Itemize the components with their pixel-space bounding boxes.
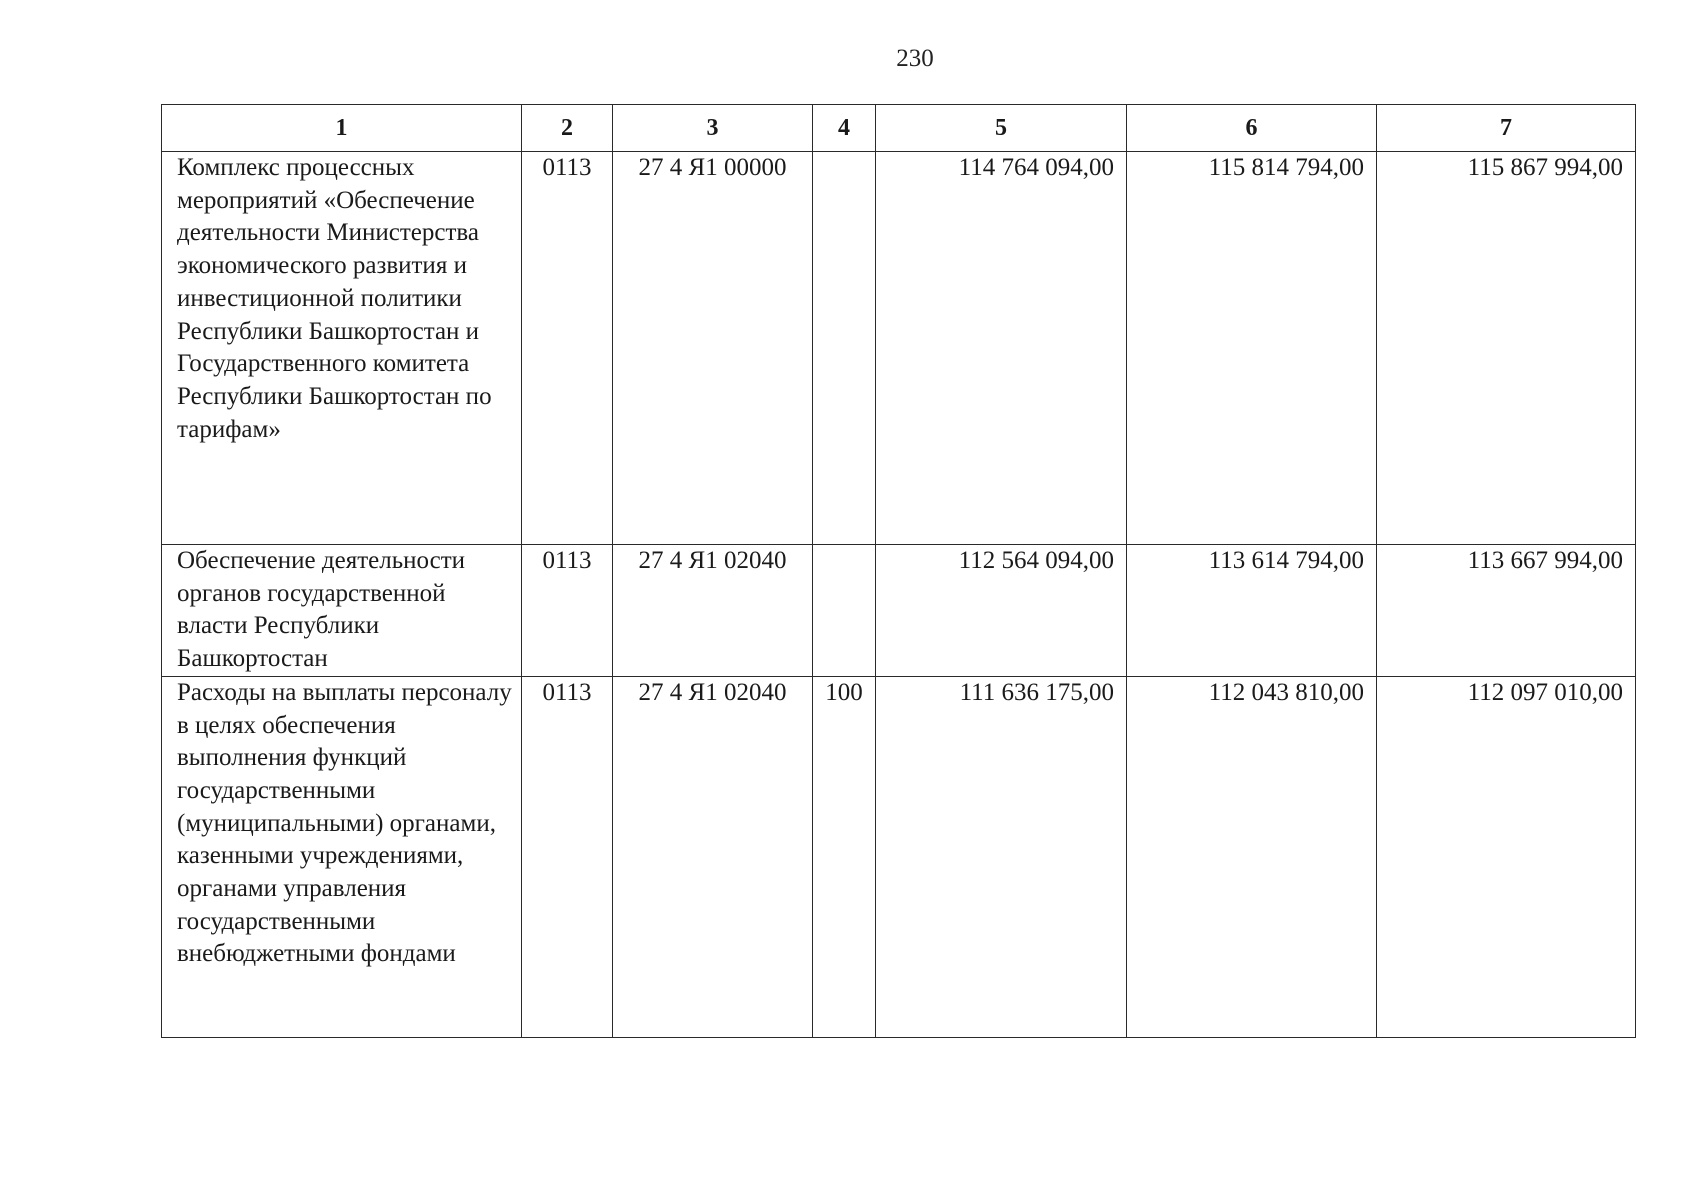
table-row [162, 676, 1636, 1037]
target-item-cell: 27 4 Я1 02040 [613, 676, 813, 1037]
amount-col7-cell: 113 667 994,00 [1377, 545, 1636, 677]
row-name-cell: Комплекс процессных мероприятий «Обеспечение деятельности Министерства экономического развития и инвестиционной политики Республики Башкортостан и Государственного комитета Республики Башкортостан по тарифам» [162, 152, 522, 545]
target-item-cell: 27 4 Я1 00000 [613, 152, 813, 545]
page-number: 230 [896, 45, 934, 72]
table-row [162, 545, 1636, 677]
table-row [162, 152, 1636, 545]
section-code-cell: 0113 [522, 676, 613, 1037]
column-header-7: 7 [1377, 105, 1636, 152]
amount-col7-cell: 115 867 994,00 [1377, 152, 1636, 545]
column-header-2: 2 [522, 105, 613, 152]
expense-type-cell [813, 545, 876, 677]
row-name-cell: Обеспечение деятельности органов государственной власти Республики Башкортостан [162, 545, 522, 677]
expense-type-cell [813, 152, 876, 545]
expense-type-cell: 100 [813, 676, 876, 1037]
amount-col5-cell: 112 564 094,00 [876, 545, 1127, 677]
column-header-4: 4 [813, 105, 876, 152]
column-header-6: 6 [1127, 105, 1377, 152]
budget-table [161, 104, 1636, 1038]
amount-col6-cell: 113 614 794,00 [1127, 545, 1377, 677]
section-code-cell: 0113 [522, 152, 613, 545]
amount-col6-cell: 115 814 794,00 [1127, 152, 1377, 545]
row-name-cell: Расходы на выплаты персоналу в целях обеспечения выполнения функций государственными (муниципальными) органами, казенными учреждениями, органами управления государственными внебюджетными фондами [162, 676, 522, 1037]
column-header-5: 5 [876, 105, 1127, 152]
amount-col5-cell: 114 764 094,00 [876, 152, 1127, 545]
column-header-3: 3 [613, 105, 813, 152]
amount-col6-cell: 112 043 810,00 [1127, 676, 1377, 1037]
amount-col7-cell: 112 097 010,00 [1377, 676, 1636, 1037]
table-header-row [162, 105, 1636, 152]
column-header-1: 1 [162, 105, 522, 152]
section-code-cell: 0113 [522, 545, 613, 677]
target-item-cell: 27 4 Я1 02040 [613, 545, 813, 677]
amount-col5-cell: 111 636 175,00 [876, 676, 1127, 1037]
